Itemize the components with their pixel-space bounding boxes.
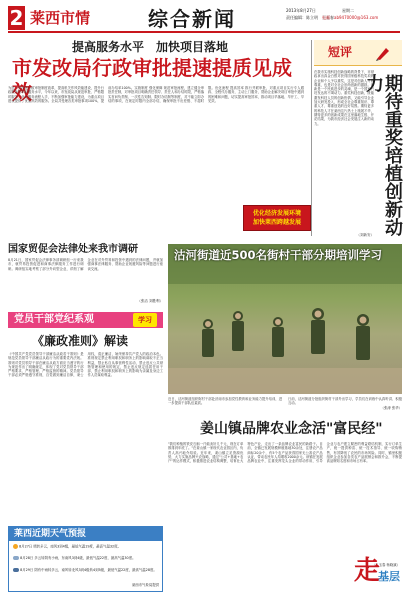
masthead-weekday: 星期二 (342, 8, 354, 13)
masthead-rule (8, 31, 400, 33)
party-section (8, 312, 163, 522)
weather-row: 8月27日 晴转多云，南风3到4级，最低气温19度，最高气温32度。 (13, 544, 161, 549)
commentary-body: 在我市实施科技创新战略的背景下，市财政拿出真金白银对获得国家级科技奖项的企业和个人予以重奖，这是对创新人才的尊重，也是对全社会崇尚创新的激励。创新是一个民族进步的灵魂，是一个国家兴旺发达的不竭动力。重奖科技创新，既能激发科技人员的创新热情，又能引导企业加大研发投入，形成全社会尊重知识、尊重人才、尊重创造的良好氛围。期待更多的科技人才在莱西这片热土上施展才华，期待更多的创新成果在这里落地生根、开花结果，为我市经济社会发展注入新的动力。 (314, 70, 374, 126)
commentary (314, 40, 402, 240)
photo-caption-2: 日前，沽河街道分批组织街村干部外出学习，学员们在训练中认真听讲、积极互动。 (288, 397, 402, 406)
training-photo (168, 244, 402, 394)
law-headline: 国家贸促会法律处来我市调研 (8, 244, 138, 255)
commentary-title: 期待重奖培植创新动力 (363, 74, 403, 236)
footer-logo-char2: 基层 (378, 570, 400, 583)
bottom-body: "我们种植的铁皮石斛一斤能卖好几千元，现在订单都排到年底了。"在姜山镇一家现代农业园区内，负责人高兴地介绍说。近年来，姜山镇立足资源优势，大力实施品牌兴农战略，通过"公司+基地+农户"的运作模式，积极推进农业结构调整，培育壮大特色产业，走出了一条品牌农业富民的新路子。目前，全镇已发展规模种植基地30余处，注册农产品商标20余个，有5个农产品获得国家无公害农产品认证，带动农民年人均增收2000余元。该镇在发展品牌农业中，注重发挥龙头企业的带动作用，引导企业与农户建立紧密的利益联结机制，实行订单生产，统一提供种苗、统一技术指导、统一收购销售，有效降低了农民的市场风险。同时，镇里积极组织企业参加各类农产品展销会和推介会，不断提高品牌知名度和市场占有率。 (168, 442, 402, 464)
bottom-author: （王玉春 杨晓斌） (371, 563, 400, 567)
footer-logo-char1: 走 (354, 556, 381, 586)
section-name: 莱西市情 (30, 9, 91, 27)
commentary-author: （刘新安） (356, 233, 374, 237)
commentary-badge: 短评 (328, 45, 353, 59)
weather-title-bar (9, 527, 162, 541)
masthead-email: 电邮：ab9470000@163.com (322, 15, 379, 20)
lead-kicker: 提高服务水平 加快项目落地 (72, 40, 229, 54)
weather-row: 8月28日 多云转阴有小雨，东南风3到4级，最低气温22度，最高气温30度。 (13, 556, 161, 560)
photo-caption-1: 近日，沽河街道组织街村干部赴济南市参加党性教育和业务能力提升培训，进一步提高干部队伍素质。 (168, 397, 282, 406)
promo-line2: 加快莱西跨越发展 (252, 219, 301, 226)
bottom-headline: 姜山镇品牌农业念活"富民经" (200, 421, 383, 437)
party-bar-label: 党员干部党纪系观 (14, 314, 94, 325)
party-bar (8, 312, 163, 328)
cloud-rain-icon (13, 556, 19, 560)
column-divider (311, 40, 312, 236)
commentary-banner (314, 40, 402, 66)
weather-source: 莱西市气象局提供 (131, 583, 159, 587)
page-number: 2 (9, 6, 24, 30)
promo-line1: 优化经济发展环境 (252, 210, 301, 217)
rain-icon (13, 568, 19, 572)
weather-row: 8月29日 阴有中雨转多云，南风转北风3到4级转4到5级，最低气温22度，最高气温28度。 (13, 568, 161, 572)
law-author: （张洁 刘胜利） (137, 299, 163, 303)
center-title: 综合新闻 (148, 7, 236, 31)
photo-headline: 沽河街道近500名街村干部分期培训学习 (174, 248, 383, 262)
party-body: 《中国共产党党员领导干部廉洁从政若干准则》是规范党员领导干部廉洁从政行为的重要党内法规。准则对党员领导干部在廉洁从政方面应当遵守的行为规范作出了明确规定，体现了党对党员领导干部严格要求、严格管理、严格监督的精神。党员领导干部必须严格遵守准则，自觉做到廉洁自律，秉公用权，清正廉洁，始终保持共产党人的政治本色。准则规定禁止利用职权和职务上的影响谋取不正当利益，禁止私自从事营利性活动，禁止违反公共财物管理和使用的规定，禁止违反规定选拔任用干部，禁止利用职权和职务上的影响为亲属及身边工作人员谋取利益。 (8, 352, 163, 378)
lead-body: 为进一步深化行政审批制度改革，提高机关作风效能建设，提升行政服务效率和服务水平，今年以来，市发改局从规范审批、严格限时服务、优化服务流程入手，不断加强审批能力建设，为重点项目建设提供了优质高效的服务。全局共受理各类审批事项100%，提前办结率100%。实施制度 强化保障 规范审批流程，建立健全审批责任制，对审批项目明确责任领导、责任人和办结时限，严格落实首问负责制、一次性告知制、限时办结制等制度，对不能立即办结的事项，在规定时限内全部办结，确保审批不出差错、不超时限。优化流程 提高效率 推行并联审批，对重点项目实行专人跟踪、全程代办服务，主动上门服务，帮助企业解决项目审批中遇到的困难和问题，切实提高审批效率，推动项目早落地、早开工、早见效。 (8, 86, 304, 103)
masthead-date: 2013年8月27日 (286, 8, 316, 13)
photo-author: （张涛 张华） (380, 406, 402, 410)
sun-icon (13, 544, 18, 549)
masthead-editor: 责任编辑：陈立明 王玉春 (286, 15, 334, 20)
law-article (8, 244, 163, 306)
party-title: 《廉政准则》解读 (32, 334, 129, 348)
party-badge: 学习 (133, 313, 157, 327)
weather-box (8, 526, 163, 592)
masthead (8, 5, 400, 35)
promo-box (243, 205, 311, 231)
photo-news (168, 244, 402, 414)
weather-title: 莱西近期天气预报 (14, 529, 87, 539)
lead-headline: 市发改局行政审批提速提质见成效 (12, 56, 292, 104)
photo-panel (168, 244, 402, 394)
footer-logo (354, 556, 404, 594)
pen-icon (374, 44, 392, 62)
law-body: 8月21日，国家贸促会法律事务部调研组一行来我市，就贸易投资促进和商事法律服务工作进行调研。调研组实地考察了部分外向型企业，详细了解企业在对外贸易和投资中遇到的法律问题，并就加强商事法律服务、帮助企业规避风险等问题进行座谈交流。 (8, 258, 163, 271)
